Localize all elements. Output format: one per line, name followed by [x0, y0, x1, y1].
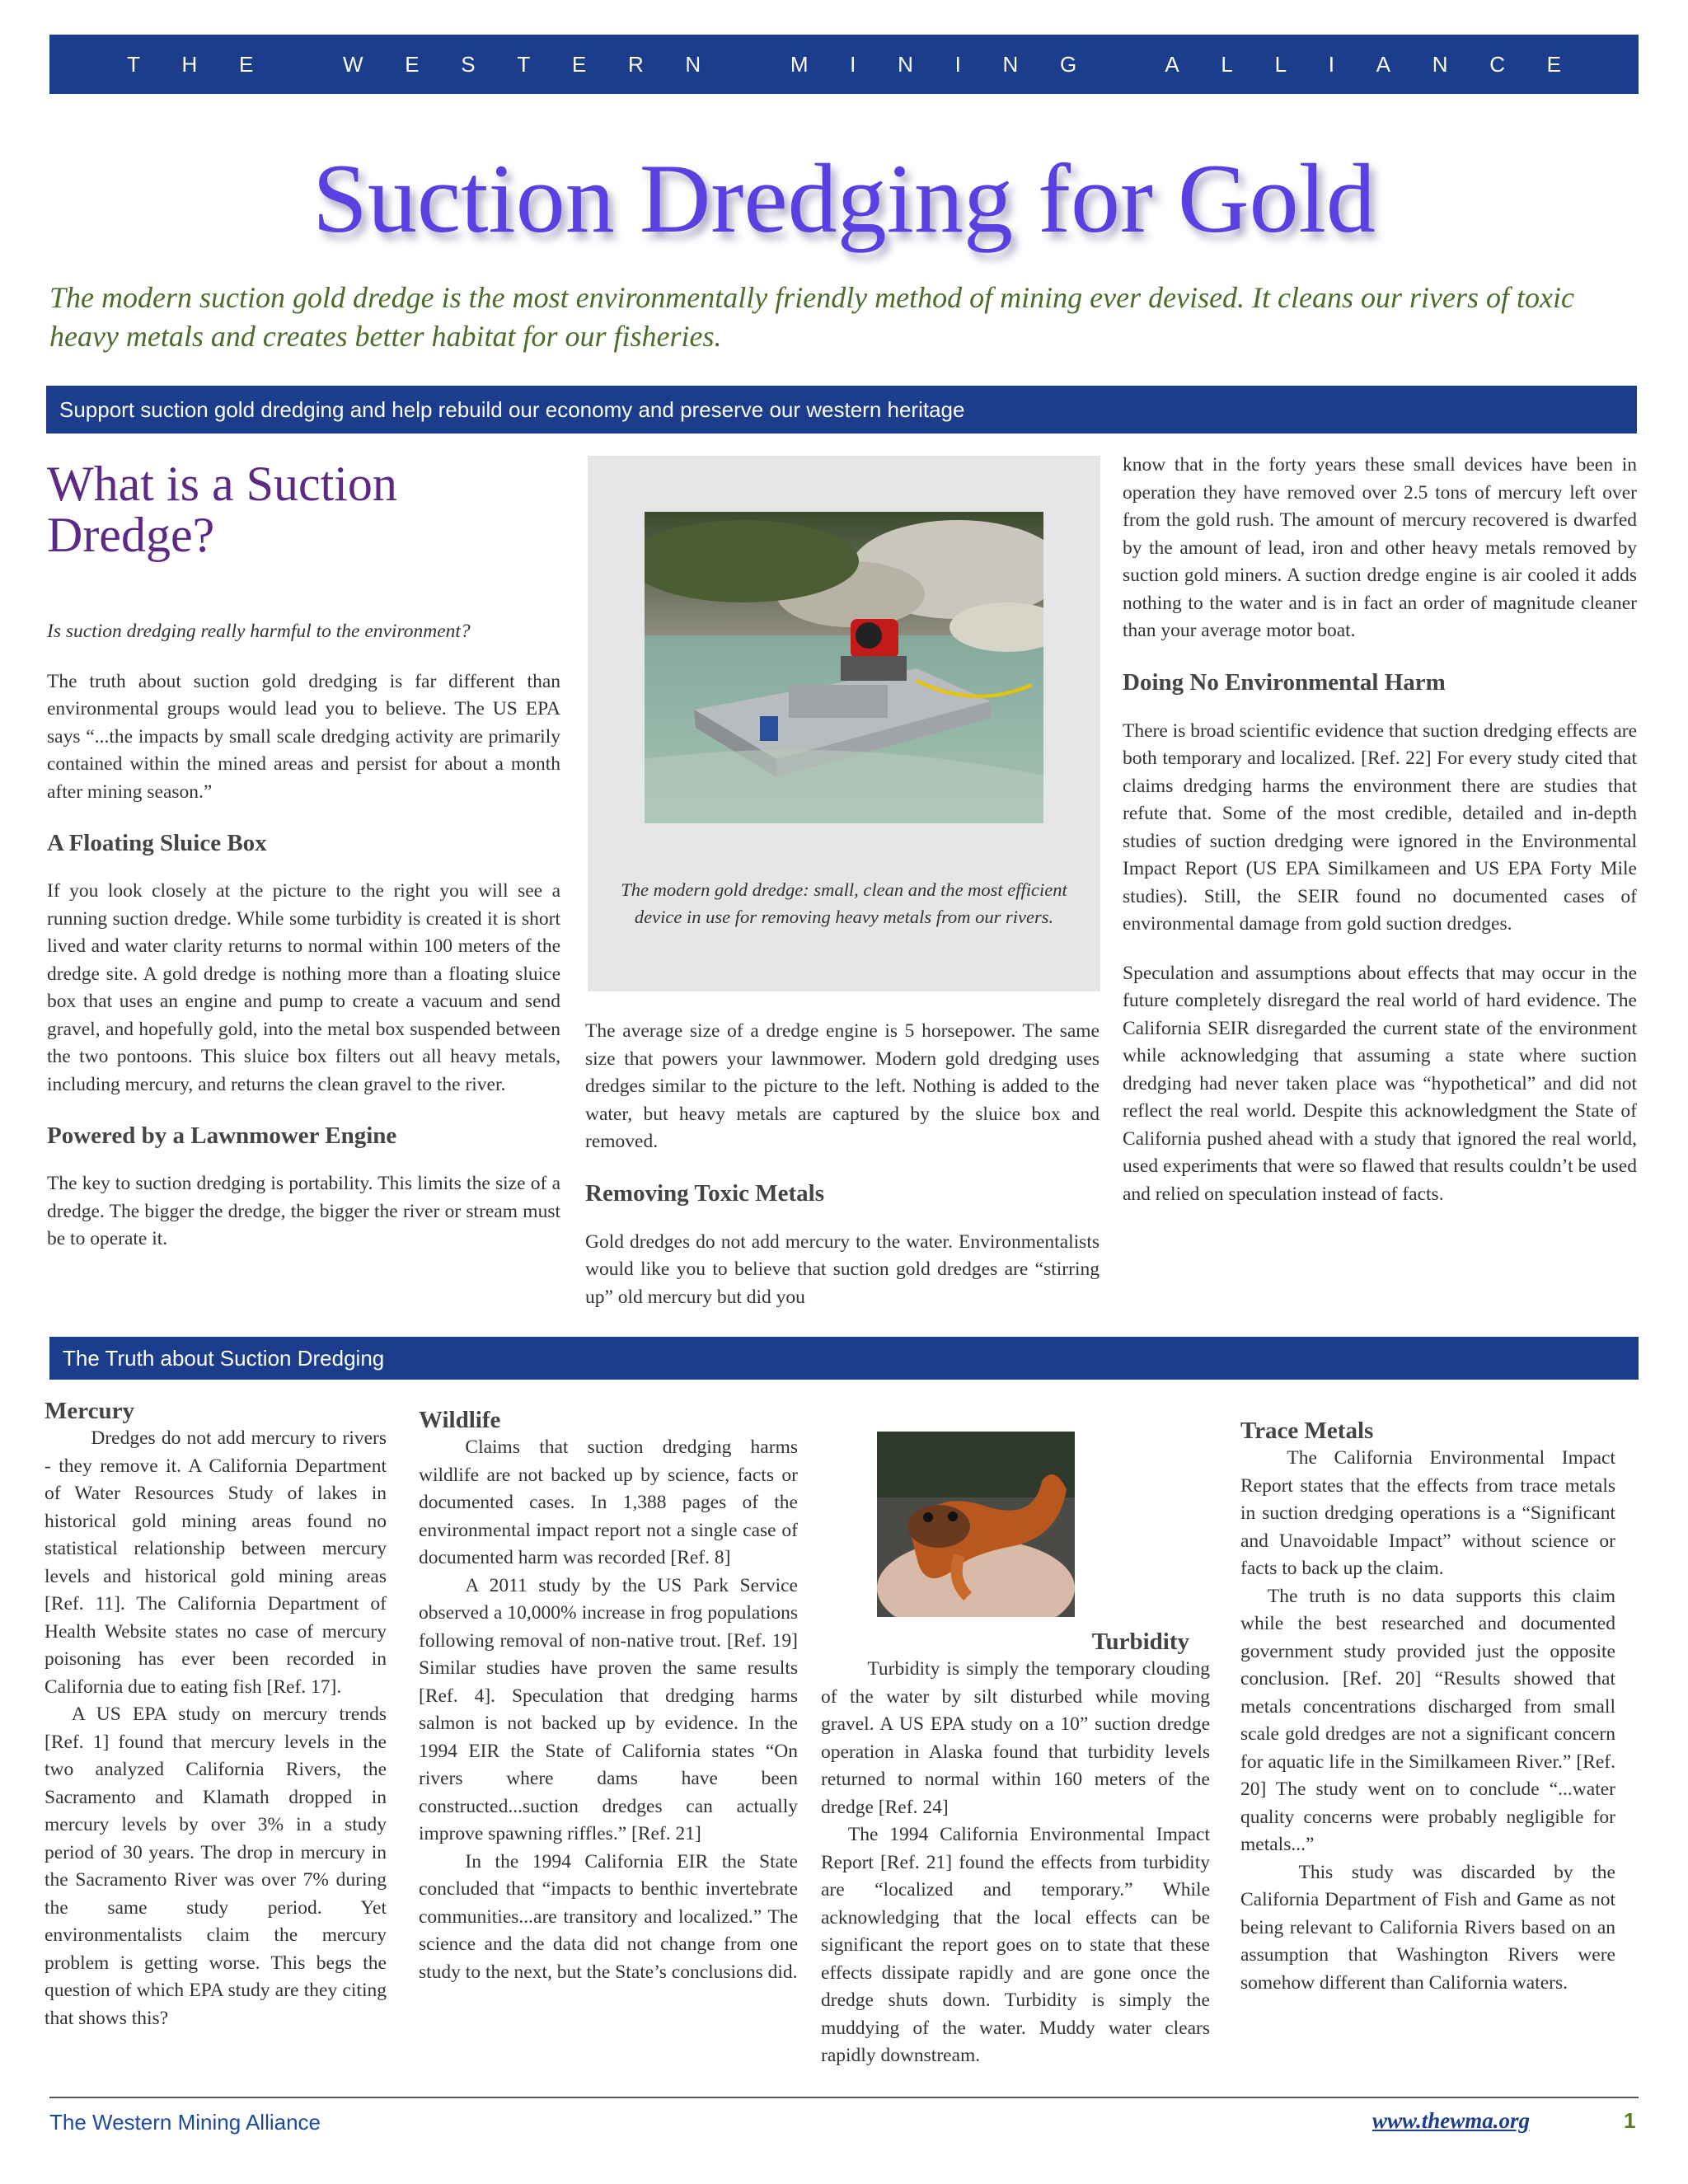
mercury-section	[45, 1397, 387, 2032]
truth-banner	[49, 1337, 1639, 1380]
footer-org-name: The Western Mining Alliance	[49, 2110, 321, 2135]
section-heading-what-is: What is a Suction Dredge?	[47, 457, 397, 562]
footer-divider	[49, 2097, 1639, 2098]
support-banner	[46, 386, 1637, 434]
page-number: 1	[1624, 2108, 1636, 2133]
paragraph: Speculation and assumptions about effects that may occur in the future completely disregard the real world of hard evidence. The California SEIR disregarded the current state of the environment while acknowledging that assuming a state where suction dredging had never taken place was “hypothetical” and did not reflect the real world. Despite this acknowledgment the State of California pushed ahead with a study that ignored the real world, used experiments that were so flawed that results couldn’t be used and relied on speculation instead of facts.	[1123, 962, 1637, 1205]
subheading-removing-toxic-metals: Removing Toxic Metals	[585, 1179, 824, 1207]
paragraph: The California Environmental Impact Report states that the effects from trace metals in suction dredging operations is a “Significant and Unavoidable Impact” without science or facts to back up the claim.	[1240, 1447, 1615, 1579]
top-banner	[49, 35, 1639, 94]
newt-photo	[877, 1432, 1075, 1617]
column-what-is	[47, 458, 560, 1254]
paragraph: There is broad scientific evidence that suction dredging effects are both temporary and localized. [Ref. 22] For every study cited that claims dredging harms the environment there are studies that refute that. Some of the most credible, detailed and in-depth studies of suction dredging were ignored in the Environmental Impact Report (US EPA Similkameen and US EPA Forty Mile studies). Still, the SEIR found no documented cases of environmental damage from gold suction dredges.	[1123, 719, 1638, 935]
paragraph: The 1994 California Environmental Impact Report [Ref. 21] found the effects from turbidity are “localized and temporary.” While acknowledging that the local effects can be significant the report goes on to state that these effects dissipate rapidly and are gone once the dredge shuts down. Turbidity is simply the muddying of the water. Muddy water clears rapidly downstream.	[821, 1824, 1210, 2066]
paragraph: If you look closely at the picture to the right you will see a running suction dredge. While some turbidity is created it is short lived and water clarity returns to normal within 100 meters of the dredge site. A gold dredge is nothing more than a floating sluice box that uses an engine and pump to create a vacuum and send gravel, and hopefully gold, into the metal box suspended between the two pontoons. This sluice box filters out all heavy metals, including mercury, and returns the clean gravel to the river.	[47, 880, 560, 1095]
tagline: The modern suction gold dredge is the most environmentally friendly method of mining ever devised. It cleans our rivers of toxic heavy metals and creates better habitat for our fisheries.	[49, 281, 1574, 353]
paragraph: A US EPA study on mercury trends [Ref. 1] found that mercury levels in the two analyzed California Rivers, the Sacramento and Klamath dropped in mercury levels by over 3% in a study period of 30 years. The drop in mercury in the Sacramento River was over 7% during the same study period. Yet environmentalists claim the mercury problem is getting worse. This begs the question of which EPA study are they citing that shows this?	[45, 1704, 387, 2029]
wildlife-section	[419, 1406, 798, 1986]
paragraph: The key to suction dredging is portability. This limits the size of a dredge. The bigger the dredge, the bigger the river or stream must be to operate it.	[47, 1173, 560, 1249]
turbidity-section	[821, 1628, 1210, 2070]
paragraph: Dredges do not add mercury to rivers - they remove it. A California Department of Water Resources Study of lakes in historical gold mining areas found no statistical relationship between mercury levels and historical gold mining areas [Ref. 11]. The California Department of Health Website states no case of mercury poisoning has ever been recorded in California due to eating fish [Ref. 17].	[45, 1427, 387, 1698]
paragraph: Turbidity is simply the temporary clouding of the water by silt disturbed while moving gravel. A US EPA study on a 10” suction dredge operation in Alaska found that turbidity levels returned to normal within 160 meters of the dredge [Ref. 24]	[821, 1658, 1210, 1818]
dredge-photo	[645, 512, 1043, 823]
subheading-wildlife: Wildlife	[419, 1407, 501, 1433]
paragraph: know that in the forty years these small devices have been in operation they have removed over 2.5 tons of mercury left over from the gold rush. The amount of mercury recovered is dwarfed by the amount of lead, iron and other heavy metals removed by suction gold miners. A suction dredge engine is air cooled it adds nothing to the water and is in fact an order of magnitude cleaner than your average motor boat.	[1123, 454, 1637, 641]
paragraph: Gold dredges do not add mercury to the water. Environmentalists would like you to believe that suction gold dredges are “stirring up” old mercury but did you	[585, 1230, 1100, 1308]
support-banner-text: Support suction gold dredging and help rebuild our economy and preserve our western heritage	[59, 397, 965, 422]
paragraph: A 2011 study by the US Park Service observed a 10,000% increase in frog populations following removal of non-native trout. [Ref. 19] Similar studies have proven the same results [Ref. 4]. Speculation that dredging harms salmon is not backed up by evidence. In the 1994 EIR the State of California states “On rivers where dams have been constructed...suction dredges can actually improve spawning riffles.” [Ref. 21]	[419, 1574, 798, 1844]
page-title: Suction Dredging for Gold	[312, 143, 1376, 253]
photo-caption: The modern gold dredge: small, clean and the most efficient device in use for removing heavy metals from our rivers.	[621, 879, 1067, 927]
column-right	[1123, 452, 1637, 1208]
org-name-spaced: THE WESTERN MINING ALLIANCE	[126, 52, 1603, 77]
paragraph: The truth about suction gold dredging is far different than environmental groups would lead you to believe. The US EPA says “...the impacts by small scale dredging activity are primarily contained within the mined areas and persist for about a month after mining season.”	[47, 670, 560, 803]
subheading-turbidity: Turbidity	[1091, 1629, 1189, 1655]
subheading-no-environmental-harm: Doing No Environmental Harm	[1123, 668, 1446, 696]
paragraph: This study was discarded by the California Department of Fish and Game as not being relevant to California Rivers based on an assumption that Washington Rivers were somehow different than California waters.	[1240, 1861, 1615, 1994]
column-middle	[585, 1018, 1100, 1311]
subheading-sluice-box: A Floating Sluice Box	[47, 830, 267, 856]
paragraph: The average size of a dredge engine is 5 horsepower. The same size that powers your lawnmower. Modern gold dredging uses dredges similar to the picture to the left. Nothing is added to the water, but heavy metals are captured by the sluice box and removed.	[585, 1020, 1100, 1152]
subheading-mercury: Mercury	[45, 1398, 134, 1424]
paragraph: The truth is no data supports this claim while the best researched and documented government study provided just the opposite conclusion. [Ref. 20] “Results showed that metals concentrations discharged from small scale gold dredges are not a significant concern for aquatic life in the Similkameen River.” [Ref. 20] The study went on to conclude “...water quality concerns were probably negligible for metals...”	[1240, 1585, 1615, 1855]
paragraph: In the 1994 California EIR the State concluded that “impacts to benthic invertebrate communities...are transitory and localized.” The science and the data did not change from one study to the next, but the State’s conclusions did.	[419, 1850, 798, 1983]
truth-banner-text: The Truth about Suction Dredging	[63, 1346, 385, 1371]
trace-metals-section	[1240, 1417, 1615, 1997]
intro-question: Is suction dredging really harmful to the environment?	[47, 621, 471, 642]
paragraph: Claims that suction dredging harms wildlife are not backed up by science, facts or documented cases. In 1,388 pages of the environmental impact report not a single case of documented harm was recorded [Ref. 8]	[419, 1436, 798, 1568]
subheading-lawnmower-engine: Powered by a Lawnmower Engine	[47, 1122, 397, 1149]
subheading-trace-metals: Trace Metals	[1240, 1418, 1374, 1444]
footer-website-link[interactable]: www.thewma.org	[1372, 2108, 1531, 2133]
dredge-photo-panel	[588, 456, 1100, 991]
